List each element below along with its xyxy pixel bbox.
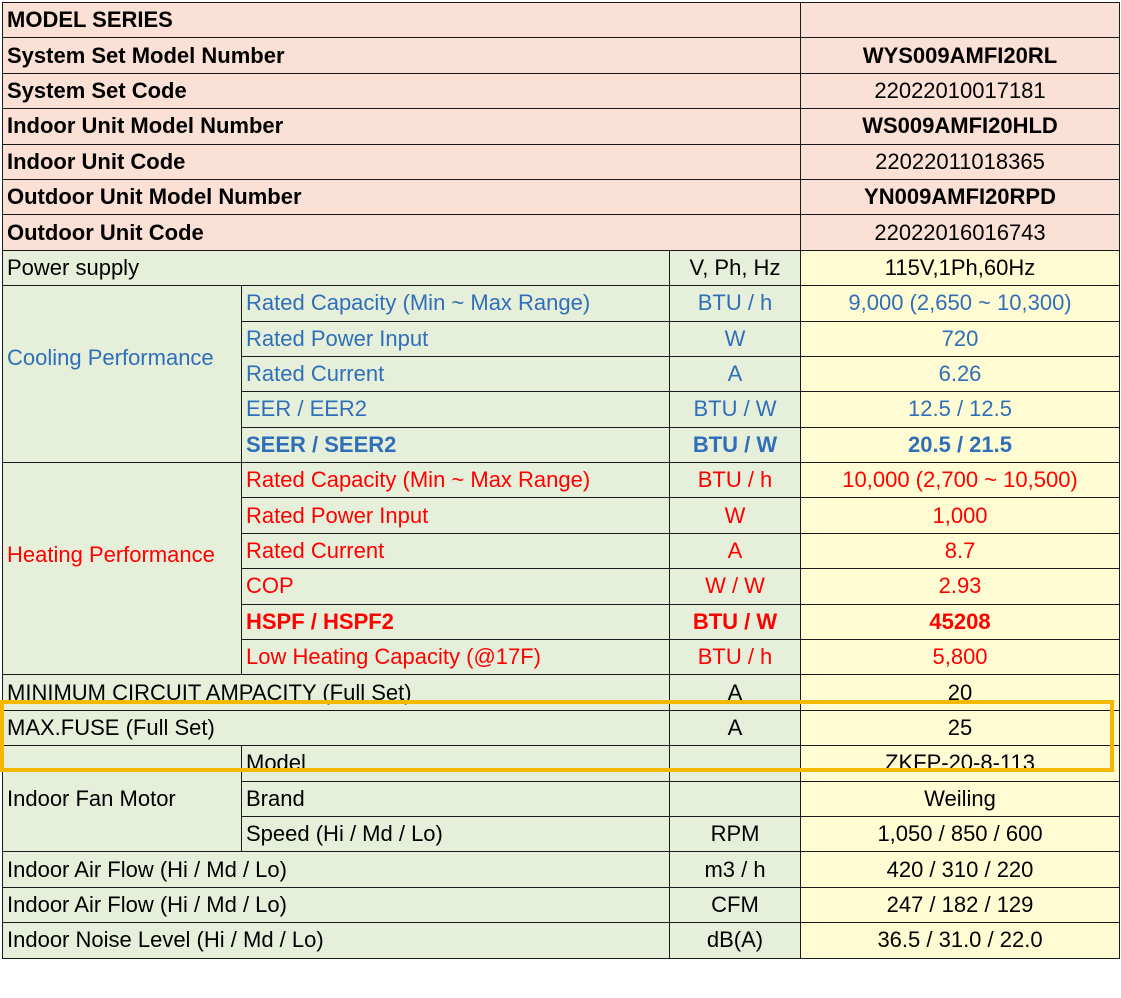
fan-motor-value: ZKFP-20-8-113 bbox=[801, 746, 1120, 781]
cooling-value: 9,000 (2,650 ~ 10,300) bbox=[801, 286, 1120, 321]
cooling-param: EER / EER2 bbox=[242, 392, 670, 427]
cooling-param: SEER / SEER2 bbox=[242, 427, 670, 462]
header-label: System Set Code bbox=[3, 73, 801, 108]
heating-param: Rated Capacity (Min ~ Max Range) bbox=[242, 463, 670, 498]
heating-param: HSPF / HSPF2 bbox=[242, 604, 670, 639]
cooling-unit: BTU / W bbox=[670, 427, 801, 462]
footer-value: 420 / 310 / 220 bbox=[801, 852, 1120, 887]
electrical-row bbox=[3, 675, 1120, 710]
header-value: 22022016016743 bbox=[801, 215, 1120, 250]
fan-motor-value: 1,050 / 850 / 600 bbox=[801, 816, 1120, 851]
fan-motor-unit: RPM bbox=[670, 816, 801, 851]
footer-unit: m3 / h bbox=[670, 852, 801, 887]
header-value: WYS009AMFI20RL bbox=[801, 38, 1120, 73]
heating-unit: BTU / h bbox=[670, 463, 801, 498]
power-supply-row bbox=[3, 250, 1120, 285]
heating-value: 10,000 (2,700 ~ 10,500) bbox=[801, 463, 1120, 498]
header-label: Indoor Unit Code bbox=[3, 144, 801, 179]
cooling-param: Rated Current bbox=[242, 356, 670, 391]
electrical-value: 25 bbox=[801, 710, 1120, 745]
cooling-value: 20.5 / 21.5 bbox=[801, 427, 1120, 462]
power-supply-label: Power supply bbox=[3, 250, 670, 285]
fan-motor-value: Weiling bbox=[801, 781, 1120, 816]
cooling-row bbox=[3, 286, 1120, 321]
footer-value: 247 / 182 / 129 bbox=[801, 887, 1120, 922]
electrical-row bbox=[3, 710, 1120, 745]
electrical-value: 20 bbox=[801, 675, 1120, 710]
electrical-unit: A bbox=[670, 710, 801, 745]
footer-row bbox=[3, 923, 1120, 958]
header-value: YN009AMFI20RPD bbox=[801, 179, 1120, 214]
fan-motor-param: Model bbox=[242, 746, 670, 781]
footer-unit: dB(A) bbox=[670, 923, 801, 958]
header-label: Outdoor Unit Code bbox=[3, 215, 801, 250]
header-value bbox=[801, 3, 1120, 38]
spec-table bbox=[2, 2, 1120, 959]
heating-unit: BTU / h bbox=[670, 640, 801, 675]
heating-param: COP bbox=[242, 569, 670, 604]
header-row bbox=[3, 38, 1120, 73]
header-row bbox=[3, 179, 1120, 214]
fan-motor-unit bbox=[670, 781, 801, 816]
footer-value: 36.5 / 31.0 / 22.0 bbox=[801, 923, 1120, 958]
heating-unit: A bbox=[670, 533, 801, 568]
header-row bbox=[3, 144, 1120, 179]
header-row bbox=[3, 3, 1120, 38]
power-supply-unit: V, Ph, Hz bbox=[670, 250, 801, 285]
cooling-value: 6.26 bbox=[801, 356, 1120, 391]
header-label: System Set Model Number bbox=[3, 38, 801, 73]
header-label: MODEL SERIES bbox=[3, 3, 801, 38]
heating-param: Low Heating Capacity (@17F) bbox=[242, 640, 670, 675]
heating-param: Rated Current bbox=[242, 533, 670, 568]
footer-unit: CFM bbox=[670, 887, 801, 922]
header-row bbox=[3, 215, 1120, 250]
footer-label: Indoor Noise Level (Hi / Md / Lo) bbox=[3, 923, 670, 958]
heating-value: 45208 bbox=[801, 604, 1120, 639]
fan-motor-param: Brand bbox=[242, 781, 670, 816]
cooling-unit: W bbox=[670, 321, 801, 356]
heating-value: 1,000 bbox=[801, 498, 1120, 533]
cooling-unit: BTU / W bbox=[670, 392, 801, 427]
fan-motor-unit bbox=[670, 746, 801, 781]
cooling-unit: A bbox=[670, 356, 801, 391]
header-value: 22022011018365 bbox=[801, 144, 1120, 179]
cooling-param: Rated Power Input bbox=[242, 321, 670, 356]
header-row bbox=[3, 109, 1120, 144]
fan-motor-row bbox=[3, 746, 1120, 781]
footer-row bbox=[3, 887, 1120, 922]
heating-row bbox=[3, 463, 1120, 498]
cooling-value: 720 bbox=[801, 321, 1120, 356]
footer-label: Indoor Air Flow (Hi / Md / Lo) bbox=[3, 887, 670, 922]
heating-unit: W bbox=[670, 498, 801, 533]
footer-label: Indoor Air Flow (Hi / Md / Lo) bbox=[3, 852, 670, 887]
header-row bbox=[3, 73, 1120, 108]
cooling-value: 12.5 / 12.5 bbox=[801, 392, 1120, 427]
heating-value: 8.7 bbox=[801, 533, 1120, 568]
fan-motor-group-label: Indoor Fan Motor bbox=[3, 746, 242, 852]
cooling-unit: BTU / h bbox=[670, 286, 801, 321]
header-value: WS009AMFI20HLD bbox=[801, 109, 1120, 144]
heating-unit: W / W bbox=[670, 569, 801, 604]
cooling-group-label: Cooling Performance bbox=[3, 286, 242, 463]
heating-param: Rated Power Input bbox=[242, 498, 670, 533]
heating-value: 2.93 bbox=[801, 569, 1120, 604]
header-label: Indoor Unit Model Number bbox=[3, 109, 801, 144]
cooling-param: Rated Capacity (Min ~ Max Range) bbox=[242, 286, 670, 321]
fan-motor-param: Speed (Hi / Md / Lo) bbox=[242, 816, 670, 851]
header-value: 22022010017181 bbox=[801, 73, 1120, 108]
electrical-label: MAX.FUSE (Full Set) bbox=[3, 710, 670, 745]
footer-row bbox=[3, 852, 1120, 887]
power-supply-value: 115V,1Ph,60Hz bbox=[801, 250, 1120, 285]
header-label: Outdoor Unit Model Number bbox=[3, 179, 801, 214]
heating-group-label: Heating Performance bbox=[3, 463, 242, 675]
electrical-unit: A bbox=[670, 675, 801, 710]
heating-unit: BTU / W bbox=[670, 604, 801, 639]
electrical-label: MINIMUM CIRCUIT AMPACITY (Full Set) bbox=[3, 675, 670, 710]
heating-value: 5,800 bbox=[801, 640, 1120, 675]
